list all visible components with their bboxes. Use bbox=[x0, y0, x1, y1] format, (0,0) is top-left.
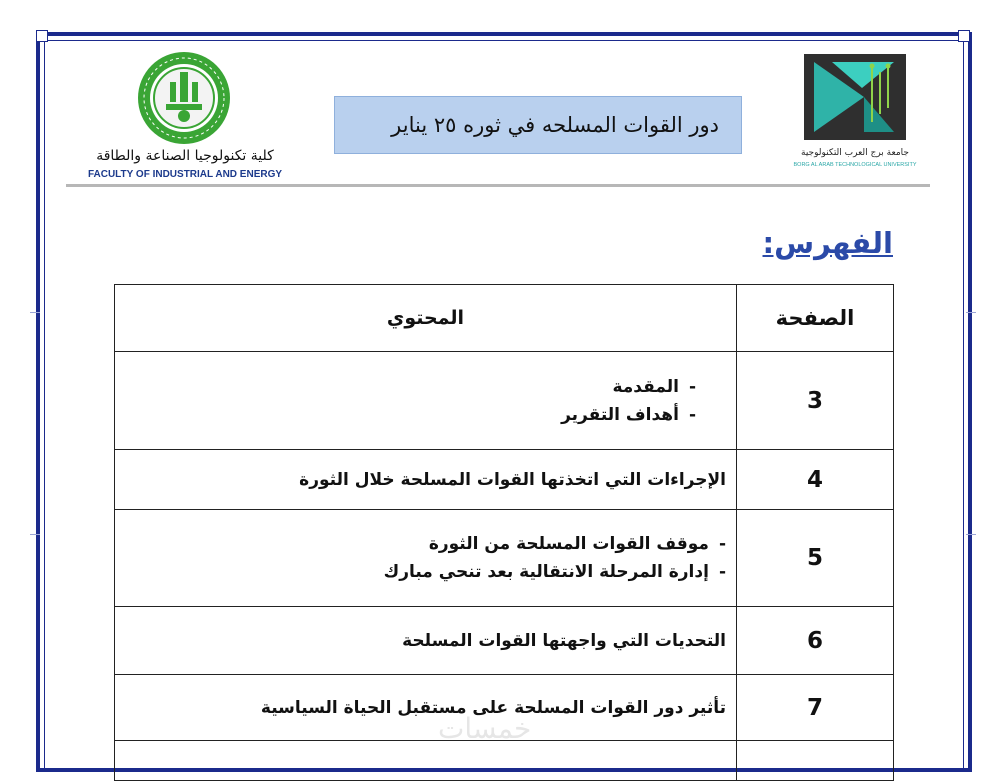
faculty-name-en: FACULTY OF INDUSTRIAL AND ENERGY bbox=[87, 169, 283, 180]
frame-corner bbox=[958, 30, 970, 42]
table-row bbox=[115, 510, 894, 607]
university-logo bbox=[780, 52, 930, 176]
faculty-name-ar: كلية تكنولوجيا الصناعة والطاقة bbox=[96, 148, 274, 164]
page-number: 4 bbox=[737, 450, 894, 510]
page-number: 7 bbox=[737, 675, 894, 741]
content-cell bbox=[115, 510, 737, 607]
document-title-box bbox=[334, 96, 742, 154]
column-header-page: الصفحة bbox=[737, 285, 894, 352]
university-emblem-icon bbox=[802, 52, 908, 142]
list-item: -أهداف التقرير bbox=[561, 404, 696, 425]
university-name-en: BORG AL ARAB TECHNOLOGICAL UNIVERSITY bbox=[793, 162, 917, 168]
table-row bbox=[115, 450, 894, 510]
margin-mark bbox=[30, 534, 40, 535]
document-title: دور القوات المسلحه في ثوره ٢٥ يناير bbox=[391, 113, 719, 137]
list-item: -إدارة المرحلة الانتقالية بعد تنحي مبارك bbox=[383, 562, 726, 582]
content-cell: تأثير دور القوات المسلحة على مستقبل الحياة السياسية bbox=[115, 675, 737, 741]
list-item: -موقف القوات المسلحة من الثورة bbox=[428, 534, 726, 554]
toc-table bbox=[114, 284, 894, 781]
university-name-ar: جامعة برج العرب التكنولوجية bbox=[801, 148, 909, 158]
page-number: 5 bbox=[737, 510, 894, 607]
watermark: خمسات bbox=[438, 712, 532, 745]
faculty-logo bbox=[60, 50, 310, 184]
content-cell: التحديات التي واجهتها القوات المسلحة bbox=[115, 607, 737, 675]
list-item: -المقدمة bbox=[612, 376, 696, 397]
header-divider bbox=[66, 184, 930, 187]
table-row bbox=[115, 741, 894, 781]
faculty-seal-icon bbox=[136, 50, 232, 146]
margin-mark bbox=[966, 534, 976, 535]
frame-corner bbox=[36, 30, 48, 42]
page-number: 3 bbox=[737, 352, 894, 450]
margin-mark bbox=[966, 312, 976, 313]
table-row bbox=[115, 607, 894, 675]
table-header-row bbox=[115, 285, 894, 352]
content-cell: الإجراءات التي اتخذتها القوات المسلحة خلال الثورة bbox=[115, 450, 737, 510]
content-cell bbox=[115, 352, 737, 450]
page-number: 6 bbox=[737, 607, 894, 675]
table-row bbox=[115, 352, 894, 450]
toc-heading: الفهرس: bbox=[762, 226, 893, 260]
margin-mark bbox=[30, 312, 40, 313]
column-header-content: المحتوي bbox=[115, 285, 737, 352]
